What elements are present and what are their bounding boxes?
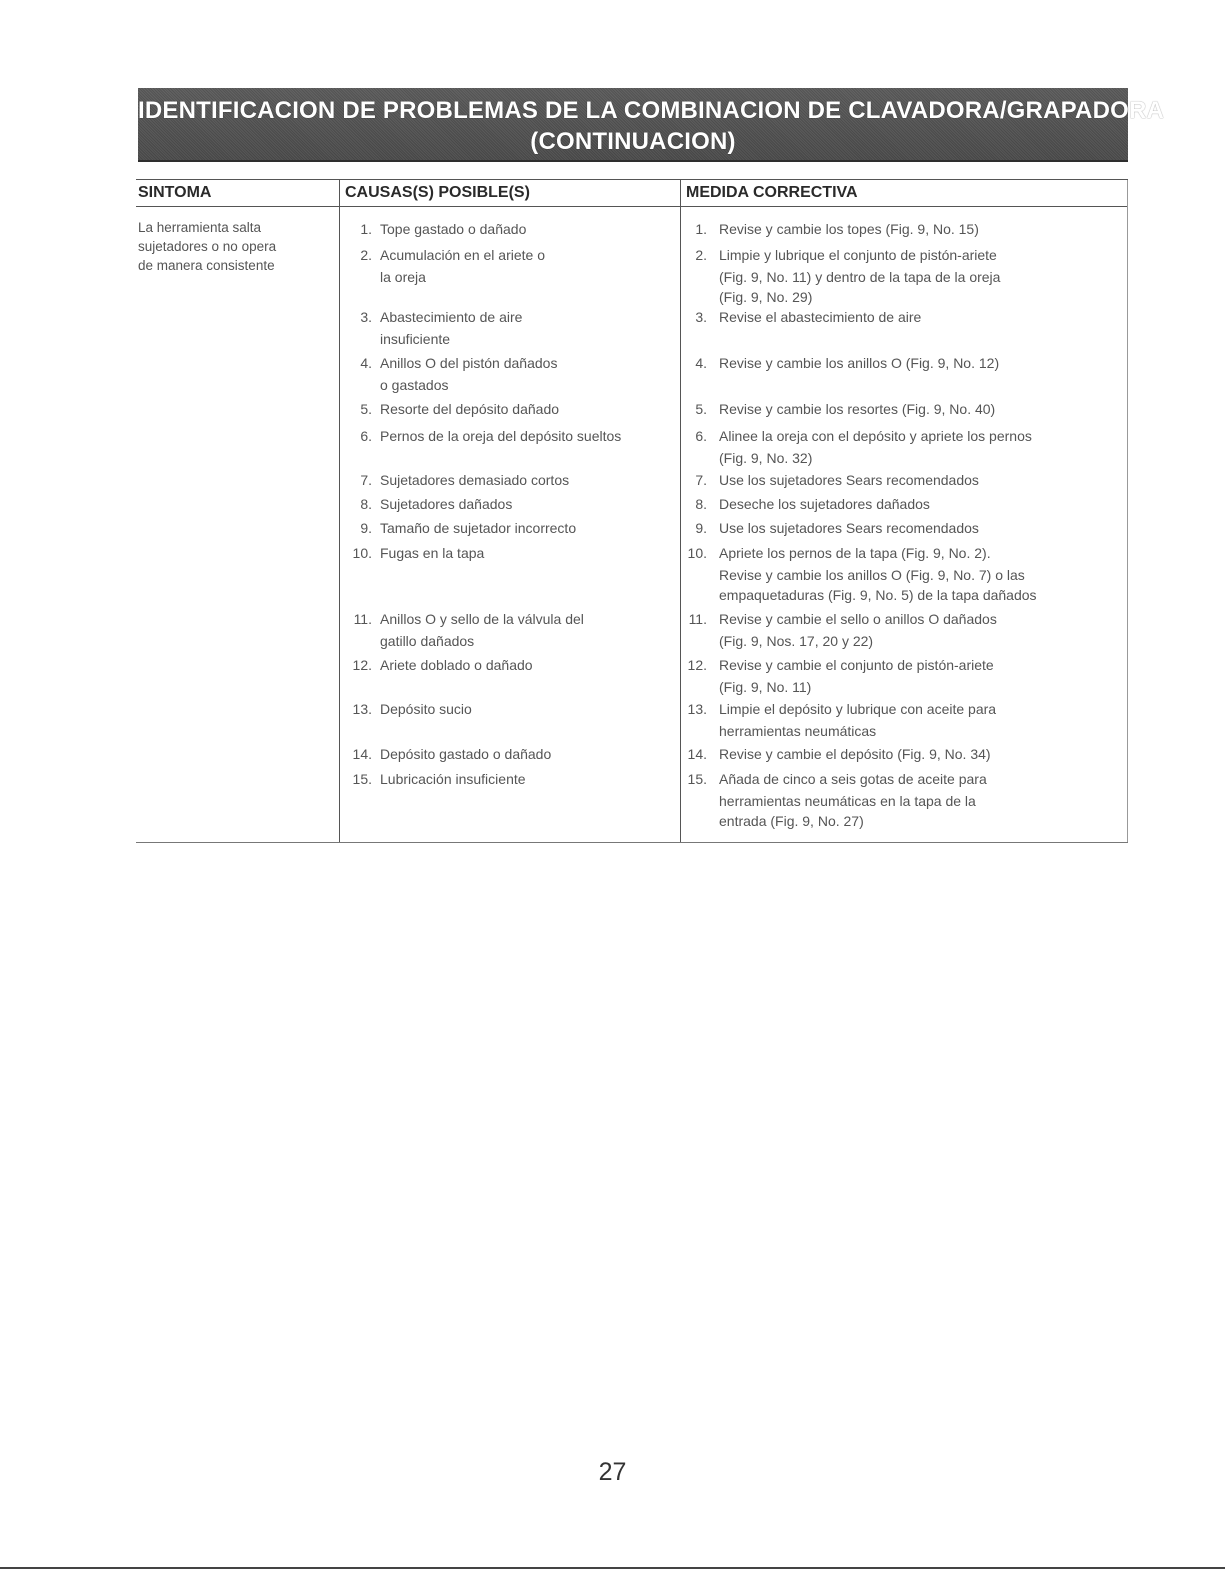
cause-item-number: 15.: [352, 771, 372, 787]
symptom-line: La herramienta salta: [138, 220, 262, 235]
cause-item-number: 9.: [360, 520, 372, 536]
fix-item-number: 13.: [687, 701, 707, 717]
cause-item: [340, 244, 680, 287]
fix-item-text: Revise y cambie los resortes (Fig. 9, No. 40): [719, 401, 996, 417]
fix-item-number: 6.: [695, 428, 707, 444]
fix-item-text: Use los sujetadores Sears recomendados: [719, 520, 979, 536]
cause-item-number: 7.: [360, 472, 372, 488]
cause-item: [340, 493, 680, 516]
cause-item-text: Depósito gastado o dañado: [380, 746, 552, 762]
page-number: 27: [598, 1458, 627, 1486]
cause-item-number: 5.: [360, 401, 372, 417]
cause-item: [340, 768, 680, 791]
fix-item-number: 3.: [695, 309, 707, 325]
fix-item-number: 1.: [695, 221, 707, 237]
fix-item-text: (Fig. 9, No. 11): [719, 679, 812, 695]
cause-item-text: insuficiente: [380, 331, 451, 347]
cause-item-number: 3.: [360, 309, 372, 325]
fix-item-number: 11.: [688, 611, 707, 627]
fix-item-text: Revise y cambie los anillos O (Fig. 9, No. 7) o las: [719, 567, 1025, 583]
cause-item-number: 13.: [352, 701, 372, 717]
banner-subtitle: (CONTINUACION): [530, 128, 736, 155]
fix-item-number: 8.: [695, 496, 707, 512]
cause-item-text: la oreja: [380, 269, 426, 285]
symptom-column: [136, 180, 339, 842]
fix-item-number: 2.: [695, 247, 707, 263]
cause-item-text: o gastados: [380, 377, 449, 393]
fix-item: [681, 493, 1127, 516]
cause-item-text: Acumulación en el ariete o: [380, 247, 545, 263]
cause-item-text: Anillos O del pistón dañados: [380, 355, 558, 371]
symptom-line: de manera consistente: [138, 258, 275, 273]
cause-item-text: Fugas en la tapa: [380, 545, 485, 561]
fix-item: [681, 542, 1127, 605]
cause-item-number: 14.: [352, 746, 372, 762]
cause-item-text: Anillos O y sello de la válvula del: [380, 611, 584, 627]
cause-item-number: 12.: [352, 657, 372, 673]
cause-item-text: Sujetadores dañados: [380, 496, 513, 512]
symptom-text: [138, 218, 276, 275]
cause-item-text: Ariete doblado o dañado: [380, 657, 533, 673]
cause-item-text: Lubricación insuficiente: [380, 771, 526, 787]
fix-item-number: 7.: [695, 472, 707, 488]
fix-item-text: Añada de cinco a seis gotas de aceite para: [719, 771, 987, 787]
fix-item-text: Revise y cambie el depósito (Fig. 9, No. 34): [719, 746, 991, 762]
fix-item-text: Apriete los pernos de la tapa (Fig. 9, No. 2).: [719, 545, 991, 561]
fix-item-number: 10.: [687, 545, 707, 561]
fix-item-text: Revise y cambie el conjunto de pistón-ariete: [719, 657, 994, 673]
cause-header: CAUSAS(S) POSIBLE(S): [340, 180, 680, 207]
bottom-divider: [0, 1567, 1225, 1569]
fix-item: [681, 743, 1127, 766]
fix-item: [681, 698, 1127, 741]
cause-item: [340, 654, 680, 677]
cause-item-number: 1.: [360, 221, 372, 237]
troubleshooting-table: [136, 179, 1128, 843]
fix-item-text: Revise el abastecimiento de aire: [719, 309, 922, 325]
cause-item-text: Tope gastado o dañado: [380, 221, 527, 237]
fix-item: [681, 352, 1127, 375]
cause-item-number: 11.: [353, 611, 372, 627]
fix-item: [681, 469, 1127, 492]
fix-item-text: empaquetaduras (Fig. 9, No. 5) de la tapa dañados: [719, 587, 1037, 603]
symptom-header: SINTOMA: [136, 180, 339, 207]
fix-item: [681, 654, 1127, 697]
fix-item-number: 12.: [687, 657, 707, 673]
fix-item: [681, 306, 1127, 329]
cause-item-text: Sujetadores demasiado cortos: [380, 472, 570, 488]
banner-title: IDENTIFICACION DE PROBLEMAS DE LA COMBINACION DE CLAVADORA/GRAPADORA: [138, 97, 1165, 124]
cause-item: [340, 425, 680, 448]
fix-item: [681, 425, 1127, 468]
fix-header: MEDIDA CORRECTIVA: [681, 180, 1127, 207]
fix-item-text: Limpie y lubrique el conjunto de pistón-ariete: [719, 247, 997, 263]
fix-item-text: entrada (Fig. 9, No. 27): [719, 813, 864, 829]
cause-item-text: gatillo dañados: [380, 633, 475, 649]
fix-item-text: Alinee la oreja con el depósito y apriete los pernos: [719, 428, 1032, 444]
fix-item-number: 14.: [687, 746, 707, 762]
cause-item: [340, 306, 680, 349]
fix-item-text: (Fig. 9, No. 11) y dentro de la tapa de la oreja: [719, 269, 1001, 285]
fix-item-text: Revise y cambie el sello o anillos O dañados: [719, 611, 997, 627]
fix-item-text: Revise y cambie los topes (Fig. 9, No. 15): [719, 221, 979, 237]
fix-item: [681, 768, 1127, 831]
cause-item-number: 2.: [360, 247, 372, 263]
fix-item-text: (Fig. 9, No. 32): [719, 450, 813, 466]
cause-item: [340, 352, 680, 395]
fix-item-text: (Fig. 9, Nos. 17, 20 y 22): [719, 633, 874, 649]
cause-item: [340, 608, 680, 651]
cause-item: [340, 469, 680, 492]
fix-item-number: 5.: [695, 401, 707, 417]
fix-item-text: herramientas neumáticas en la tapa de la: [719, 793, 976, 809]
cause-item-text: Abastecimiento de aire: [380, 309, 523, 325]
cause-item: [340, 698, 680, 721]
symptom-line: sujetadores o no opera: [138, 239, 277, 254]
cause-item-number: 6.: [360, 428, 372, 444]
cause-item-number: 8.: [360, 496, 372, 512]
cause-item-text: Depósito sucio: [380, 701, 472, 717]
fix-item-text: Revise y cambie los anillos O (Fig. 9, No. 12): [719, 355, 1000, 371]
cause-item-text: Resorte del depósito dañado: [380, 401, 560, 417]
fix-item-text: Limpie el depósito y lubrique con aceite para: [719, 701, 997, 717]
cause-item: [340, 218, 680, 241]
fix-item: [681, 398, 1127, 421]
cause-item: [340, 517, 680, 540]
fix-item-number: 4.: [695, 355, 707, 371]
cause-item: [340, 743, 680, 766]
cause-item-number: 10.: [352, 545, 372, 561]
fix-item-number: 9.: [695, 520, 707, 536]
cause-item-text: Tamaño de sujetador incorrecto: [380, 520, 577, 536]
fix-item: [681, 608, 1127, 651]
fix-item-text: (Fig. 9, No. 29): [719, 289, 813, 305]
fix-item: [681, 517, 1127, 540]
cause-item-number: 4.: [360, 355, 372, 371]
fix-item: [681, 218, 1127, 241]
cause-column: [339, 180, 680, 842]
cause-item: [340, 542, 680, 565]
fix-item-text: herramientas neumáticas: [719, 723, 877, 739]
section-banner: [138, 88, 1165, 162]
cause-item-text: Pernos de la oreja del depósito sueltos: [380, 428, 622, 444]
fix-item-number: 15.: [687, 771, 707, 787]
fix-item: [681, 244, 1127, 307]
fix-item-text: Use los sujetadores Sears recomendados: [719, 472, 979, 488]
fix-item-text: Deseche los sujetadores dañados: [719, 496, 930, 512]
fix-column: [680, 180, 1128, 842]
cause-item: [340, 398, 680, 421]
